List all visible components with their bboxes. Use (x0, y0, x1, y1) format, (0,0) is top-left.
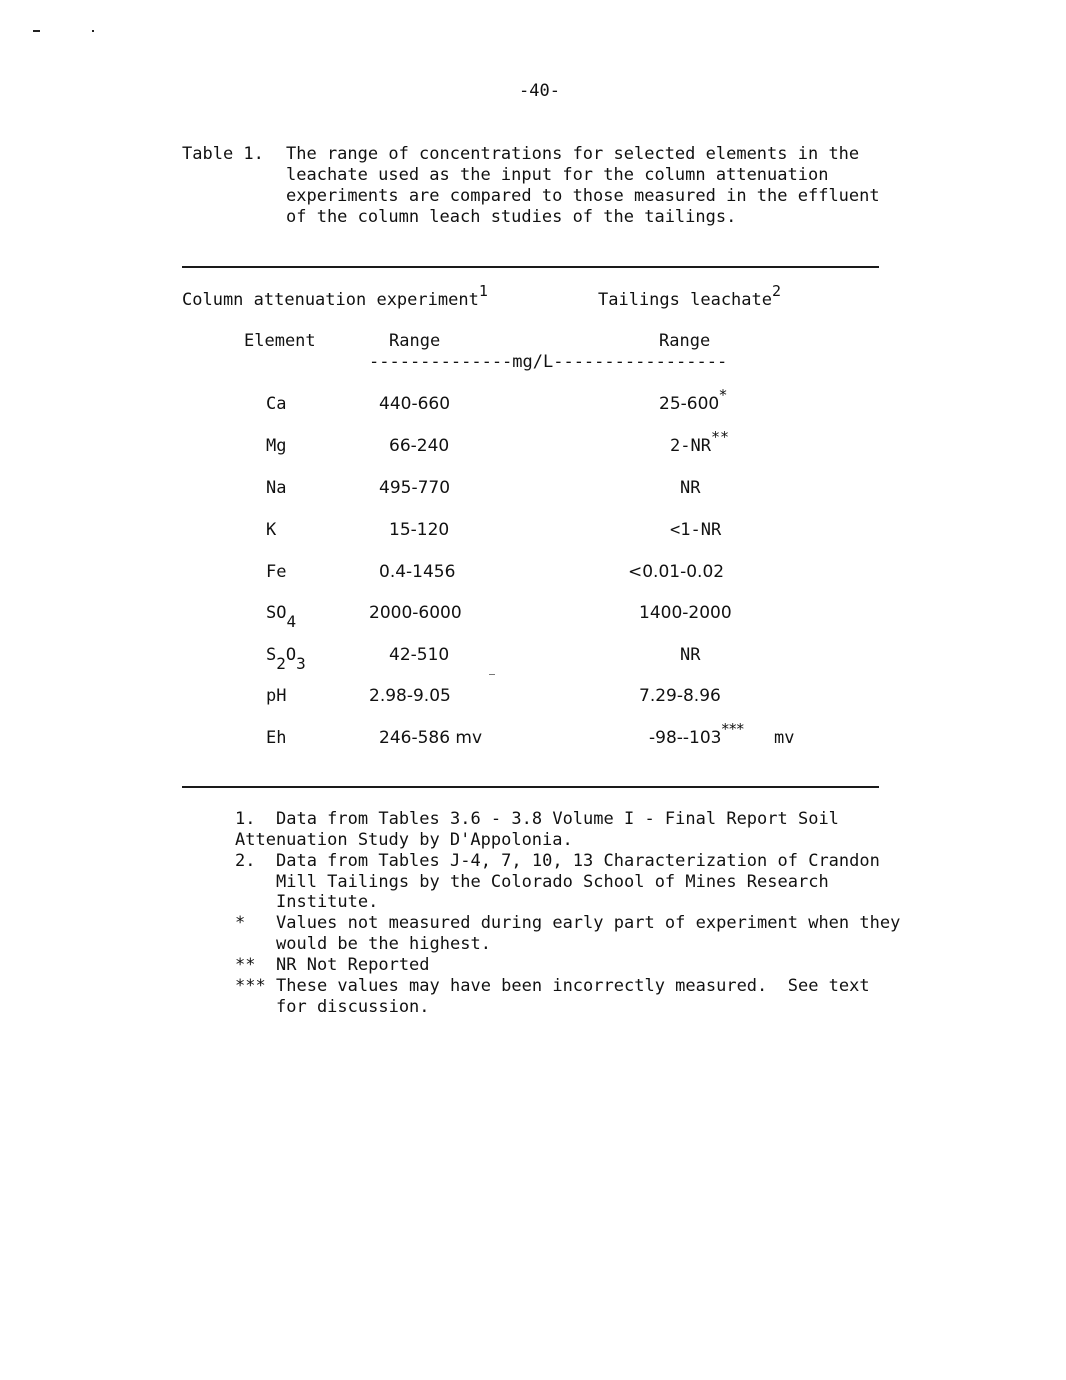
column-range-cell: 246-586 mv (379, 728, 483, 748)
tailings-range-cell: <1-NR (670, 520, 722, 540)
subscript: 3 (296, 654, 306, 673)
element-cell: $SO_4$ (266, 603, 297, 631)
table-top-rule (182, 266, 879, 268)
tailings-range-cell: <0.01-0.02 (628, 562, 725, 582)
table-caption-line: of the column leach studies of the tailings. (286, 207, 737, 227)
footnote-marker: * (235, 913, 246, 933)
group-header-label: Column attenuation experiment (182, 290, 479, 310)
element-cell: $S_2O_3$ (266, 645, 306, 673)
element-cell: pH (266, 686, 287, 706)
footnote-line: These values may have been incorrectly measured. See text (276, 976, 870, 996)
tailings-range-cell: -98--103*** (649, 720, 744, 748)
footnote-line: Institute. (276, 892, 379, 912)
page-number: -40- (519, 81, 560, 101)
tailings-range-cell: 1400-2000 (639, 603, 732, 623)
element-cell: Na (266, 478, 287, 498)
scan-speck (92, 30, 94, 32)
element-cell: Mg (266, 436, 287, 456)
scan-speck (33, 30, 40, 32)
table-caption-line: The range of concentrations for selected elements in the (286, 144, 860, 164)
element-cell: K (266, 520, 277, 540)
footnote-line: Attenuation Study by D'Appolonia. (235, 830, 573, 850)
table-caption-line: leachate used as the input for the column attenuation (286, 165, 829, 185)
unit-label: mv (774, 728, 795, 748)
table-caption-line: experiments are compared to those measured in the effluent (286, 186, 880, 206)
group-header-tailings-leachate (598, 282, 782, 311)
tailings-range-cell: 7.29-8.96 (639, 686, 721, 706)
footnote-ref: ** (710, 428, 730, 446)
column-range-cell: 42-510 (389, 645, 450, 665)
footnote-marker: *** (235, 976, 266, 996)
column-range-cell: 15-120 (389, 520, 450, 540)
footnote-line: Mill Tailings by the Colorado School of Mines Research (276, 872, 829, 892)
table-bottom-rule (182, 786, 879, 788)
footnote-ref: *** (721, 720, 744, 738)
column-header-range-left: Range (389, 331, 441, 351)
footnote-marker: 1. (235, 809, 256, 829)
subscript: 2 (276, 654, 286, 673)
tailings-range-cell: 2-NR** (670, 428, 730, 456)
footnote-line: Data from Tables 3.6 - 3.8 Volume I - Final Report Soil (276, 809, 839, 829)
footnote-ref: 1 (478, 282, 488, 300)
subscript: 4 (286, 612, 297, 631)
units-line: --------------mg/L----------------- (369, 352, 728, 372)
table-caption-label: Table 1. (182, 144, 264, 164)
group-header-label: Tailings leachate (598, 290, 772, 310)
column-header-element: Element (244, 331, 316, 351)
footnote-line: Data from Tables J-4, 7, 10, 13 Characterization of Crandon (276, 851, 880, 871)
footnote-marker: 2. (235, 851, 256, 871)
column-header-range-right: Range (659, 331, 711, 351)
column-range-cell: 440-660 (379, 394, 451, 414)
column-range-cell: 495-770 (379, 478, 451, 498)
group-header-column-attenuation (182, 282, 488, 311)
footnote-ref: * (719, 386, 727, 404)
tailings-range-cell: NR (680, 478, 701, 498)
tailings-range-cell: NR (680, 645, 701, 665)
column-range-cell: 0.4-1456 (379, 562, 456, 582)
column-range-cell: 2000-6000 (369, 603, 462, 623)
footnote-line: Values not measured during early part of experiment when they (276, 913, 901, 933)
element-cell: Ca (266, 394, 287, 414)
column-range-cell: 2.98-9.05 (369, 686, 451, 706)
footnote-line: for discussion. (276, 997, 430, 1017)
element-cell: Eh (266, 728, 287, 748)
footnote-line: would be the highest. (276, 934, 491, 954)
footnote-ref: 2 (772, 282, 782, 300)
tailings-range-cell: 25-600* (659, 386, 727, 414)
footnote-line: NR Not Reported (276, 955, 430, 975)
footnote-marker: ** (235, 955, 256, 975)
column-range-cell: 66-240 (389, 436, 450, 456)
scan-speck (489, 674, 495, 675)
element-cell: Fe (266, 562, 287, 582)
